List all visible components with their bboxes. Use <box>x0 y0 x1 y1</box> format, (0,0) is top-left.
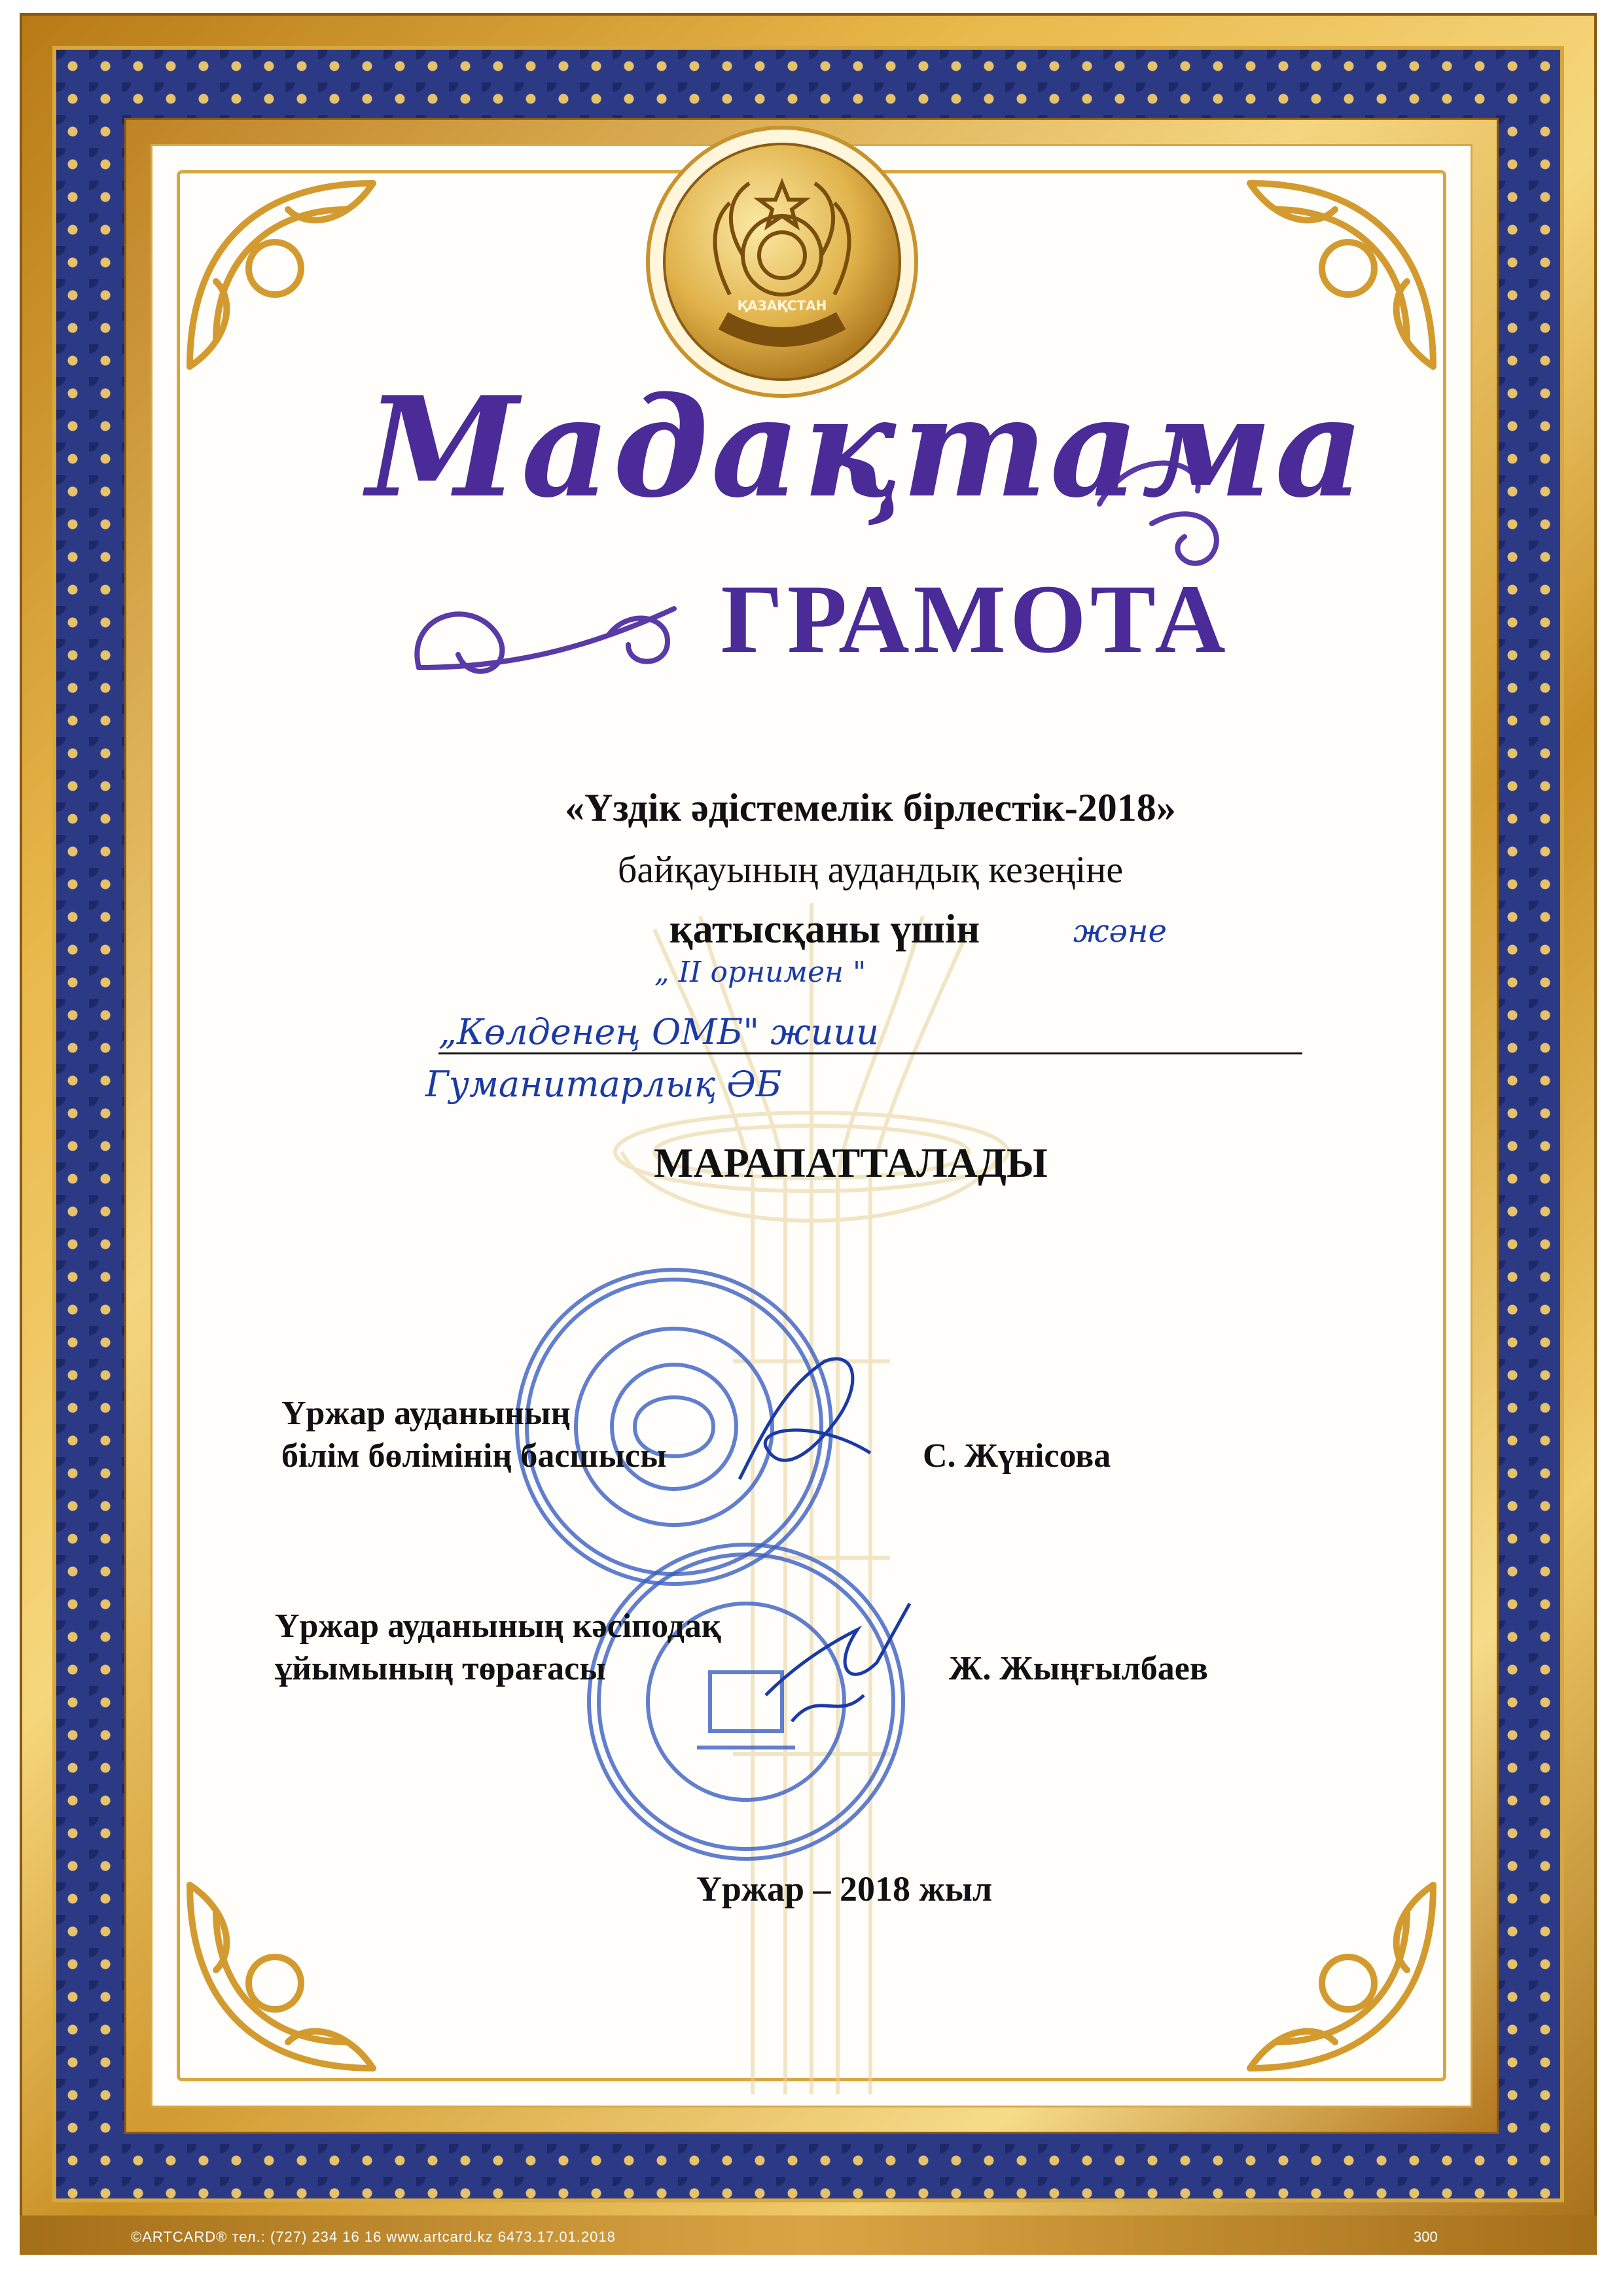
signatory-2-title-line2: ұйымының төрағасы <box>275 1650 606 1687</box>
corner-ornament-top-right <box>1230 170 1446 386</box>
signatory-1-title-line2: білім бөлімінің басшысы <box>281 1437 667 1475</box>
form-number: 300 <box>1414 2229 1438 2245</box>
signature-first <box>726 1348 883 1505</box>
handwritten-and: және <box>1073 913 1167 950</box>
handwritten-recipient: „Көлденең ОМБ" жиии <box>438 1011 879 1052</box>
handwritten-recipient-group: Гуманитарлық ӘБ <box>425 1064 782 1105</box>
contest-stage: байқауының аудандық кезеңіне <box>617 848 1124 891</box>
corner-ornament-bottom-right <box>1230 1865 1446 2081</box>
certificate-title-main: ГРАМОТА <box>721 565 1230 673</box>
emblem-label: ҚАЗАҚСТАН <box>737 298 827 314</box>
printer-footer: ©ARTCARD® тел.: (727) 234 16 16 www.artcard.kz 6473.17.01.2018 <box>131 2229 616 2245</box>
place-and-year: Үржар – 2018 жыл <box>696 1869 993 1909</box>
corner-ornament-bottom-left <box>177 1865 393 2081</box>
signature-second <box>753 1590 923 1748</box>
participation-reason: қатысқаны үшін <box>669 907 980 952</box>
recipient-underline <box>438 1052 1302 1054</box>
kazakhstan-emblem-seal <box>645 124 919 399</box>
signatory-1-title-line1: Үржар ауданының <box>281 1395 571 1432</box>
award-verb: МАРАПАТТАЛАДЫ <box>654 1139 1048 1186</box>
contest-name: «Үздік әдістемелік бірлестік-2018» <box>565 786 1176 829</box>
corner-ornament-top-left <box>177 170 393 386</box>
certificate-title-script: Мадақтама <box>366 367 1367 528</box>
signatory-1-name: С. Жүнісова <box>923 1437 1111 1475</box>
signatory-2-name: Ж. Жыңғылбаев <box>949 1650 1208 1687</box>
signatory-2-title-line1: Үржар ауданының кәсіподақ <box>275 1607 721 1645</box>
handwritten-place: „ II орнимен " <box>654 956 866 989</box>
